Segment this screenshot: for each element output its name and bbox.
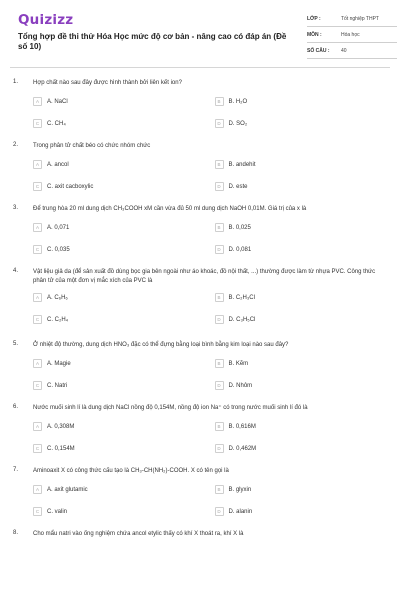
- question-item: [10, 205, 390, 268]
- option-label: D. alanin: [228, 509, 253, 515]
- meta-key: LỚP :: [307, 15, 321, 22]
- meta-value: Hóa học: [341, 31, 360, 38]
- option-label: D. C₃H₅Cl: [228, 317, 256, 323]
- answer-options: [33, 486, 390, 530]
- option-letter-box: A: [33, 97, 42, 106]
- meta-key: SỐ CÂU :: [307, 47, 330, 54]
- option-label: C. C₂H₄: [47, 317, 69, 323]
- option-label: B. 0,025: [228, 225, 251, 231]
- meta-row-subject: [307, 27, 397, 43]
- question-text: Hợp chất nào sau đây được hình thành bởi liên kết ion?: [33, 80, 182, 86]
- option-letter-box: C: [33, 245, 42, 254]
- answer-option[interactable]: [33, 360, 209, 382]
- option-label: A. ancol: [47, 162, 69, 168]
- option-label: D. SO₂: [228, 121, 248, 127]
- option-label: B. glyxin: [228, 487, 252, 493]
- option-letter-box: B: [215, 359, 224, 368]
- option-letter-box: B: [215, 223, 224, 232]
- option-letter-box: B: [215, 422, 224, 431]
- answer-options: [33, 224, 390, 268]
- meta-row-count: [307, 43, 397, 59]
- option-label: B. andehit: [228, 162, 256, 168]
- answer-option[interactable]: [215, 120, 391, 142]
- answer-row: [33, 508, 390, 530]
- option-label: C. 0,154M: [47, 446, 75, 452]
- option-label: C. CH₄: [47, 121, 66, 127]
- quizizz-logo: Quizizz: [18, 12, 74, 28]
- answer-option[interactable]: [215, 508, 391, 530]
- answer-option[interactable]: [215, 98, 391, 120]
- answer-option[interactable]: [215, 183, 391, 205]
- answer-row: [33, 423, 390, 445]
- answer-option[interactable]: [33, 246, 209, 268]
- answer-option[interactable]: [215, 246, 391, 268]
- option-letter-box: D: [215, 444, 224, 453]
- answer-row: [33, 486, 390, 508]
- option-label: A. Magie: [47, 361, 71, 367]
- answer-option[interactable]: [33, 423, 209, 445]
- answer-row: [33, 224, 390, 246]
- answer-row: [33, 360, 390, 382]
- option-label: C. valin: [47, 509, 68, 515]
- option-label: D. 0,462M: [228, 446, 257, 452]
- option-label: A. axit glutamic: [47, 487, 88, 493]
- option-label: A. 0,071: [47, 225, 70, 231]
- option-label: B. C₂H₃Cl: [228, 295, 255, 301]
- option-label: C. 0,035: [47, 247, 70, 253]
- option-letter-box: D: [215, 507, 224, 516]
- answer-option[interactable]: [215, 382, 391, 404]
- question-item: [10, 79, 390, 142]
- question-text: Aminoaxit X có công thức cấu tạo là CH₃-CH(NH₂)-COOH. X có tên gọi là: [33, 468, 229, 474]
- option-label: B. H₂O: [228, 99, 248, 105]
- answer-row: [33, 294, 390, 316]
- answer-option[interactable]: [33, 98, 209, 120]
- meta-key: MÔN :: [307, 31, 322, 38]
- answer-option[interactable]: [33, 316, 209, 338]
- answer-option[interactable]: [33, 486, 209, 508]
- option-letter-box: A: [33, 293, 42, 302]
- option-label: A. NaCl: [47, 99, 68, 105]
- option-label: D. 0,081: [228, 247, 252, 253]
- option-label: C. axit cacboxylic: [47, 184, 94, 190]
- option-letter-box: B: [215, 97, 224, 106]
- question-number: 5.: [13, 341, 19, 347]
- answer-option[interactable]: [33, 294, 209, 316]
- option-letter-box: D: [215, 119, 224, 128]
- question-number: 4.: [13, 268, 19, 274]
- option-label: A. 0,308M: [47, 424, 75, 430]
- question-text: Trong phân tử chất béo có chức nhóm chức: [33, 143, 151, 149]
- option-letter-box: B: [215, 485, 224, 494]
- answer-option[interactable]: [215, 486, 391, 508]
- option-letter-box: D: [215, 245, 224, 254]
- option-letter-box: A: [33, 160, 42, 169]
- question-number: 6.: [13, 404, 19, 410]
- meta-table: [307, 11, 397, 59]
- answer-options: [33, 423, 390, 467]
- question-number: 2.: [13, 142, 19, 148]
- answer-option[interactable]: [33, 120, 209, 142]
- answer-options: [33, 161, 390, 205]
- answer-row: [33, 183, 390, 205]
- question-item: [10, 404, 390, 467]
- question-text: Cho mẩu natri vào ống nghiệm chứa ancol etylic thấy có khí X thoát ra, khí X là: [33, 531, 244, 537]
- option-letter-box: D: [215, 182, 224, 191]
- option-letter-box: C: [33, 119, 42, 128]
- option-label: A. C₆H₆: [47, 295, 68, 301]
- meta-row-class: [307, 11, 397, 27]
- option-letter-box: A: [33, 223, 42, 232]
- question-item: [10, 142, 390, 205]
- answer-row: [33, 382, 390, 404]
- answer-row: [33, 98, 390, 120]
- question-item: [10, 530, 390, 550]
- answer-option[interactable]: [33, 224, 209, 246]
- option-label: D. este: [228, 184, 248, 190]
- question-number: 3.: [13, 205, 19, 211]
- question-text: Để trung hòa 20 ml dung dịch CH₃COOH xM cần vừa đủ 50 ml dung dịch NaOH 0,01M. Giá trị của x là: [33, 206, 307, 212]
- option-letter-box: D: [215, 381, 224, 390]
- worksheet-header: [10, 0, 390, 68]
- option-letter-box: A: [33, 359, 42, 368]
- option-letter-box: C: [33, 381, 42, 390]
- answer-option[interactable]: [33, 161, 209, 183]
- option-label: B. Kẽm: [228, 361, 249, 367]
- answer-options: [33, 360, 390, 404]
- answer-options: [33, 98, 390, 142]
- answer-row: [33, 120, 390, 142]
- question-item: [10, 268, 390, 341]
- answer-option[interactable]: [33, 445, 209, 467]
- answer-row: [33, 316, 390, 338]
- meta-value: 40: [341, 47, 347, 54]
- option-letter-box: C: [33, 507, 42, 516]
- answer-option[interactable]: [215, 360, 391, 382]
- answer-option[interactable]: [215, 294, 391, 316]
- question-text: Ở nhiệt độ thường, dung dịch HNO₃ đặc có thể đựng bằng loại bình bằng kim loại nào sau đây?: [33, 342, 289, 348]
- answer-option[interactable]: [33, 508, 209, 530]
- answer-option[interactable]: [215, 316, 391, 338]
- answer-row: [33, 161, 390, 183]
- question-number: 7.: [13, 467, 19, 473]
- answer-options: [33, 294, 390, 338]
- question-number: 1.: [13, 79, 19, 85]
- option-letter-box: D: [215, 315, 224, 324]
- answer-option[interactable]: [33, 382, 209, 404]
- option-letter-box: C: [33, 444, 42, 453]
- question-item: [10, 341, 390, 404]
- answer-option[interactable]: [215, 224, 391, 246]
- question-number: 8.: [13, 530, 19, 536]
- meta-value: Tốt nghiệp THPT: [341, 15, 379, 22]
- option-letter-box: C: [33, 315, 42, 324]
- answer-option[interactable]: [215, 445, 391, 467]
- question-list: [10, 68, 390, 550]
- option-label: D. Nhôm: [228, 383, 253, 389]
- option-letter-box: B: [215, 293, 224, 302]
- answer-option[interactable]: [33, 183, 209, 205]
- worksheet-title: Tổng hợp đề thi thử Hóa Học mức độ cơ bản - nâng cao có đáp án (Đề số 10): [18, 32, 287, 51]
- option-label: B. 0,616M: [228, 424, 256, 430]
- question-text: Vật liệu giả da (để sản xuất đồ dùng bọc gia bên ngoài như áo khoác, đồ nội thất, ...) thường được làm từ nhựa PVC. Công thức phân tử của một đơn vị mắc xích của PVC là: [33, 269, 376, 284]
- answer-option[interactable]: [215, 161, 391, 183]
- question-item: [10, 467, 390, 530]
- option-letter-box: C: [33, 182, 42, 191]
- option-letter-box: A: [33, 485, 42, 494]
- answer-row: [33, 246, 390, 268]
- option-label: C. Natri: [47, 383, 68, 389]
- question-text: Nước muối sinh lí là dung dịch NaCl nồng độ 0,154M, nồng độ ion Na⁺ có trong nước muối sinh lí đó là: [33, 405, 308, 411]
- option-letter-box: B: [215, 160, 224, 169]
- option-letter-box: A: [33, 422, 42, 431]
- answer-row: [33, 445, 390, 467]
- answer-option[interactable]: [215, 423, 391, 445]
